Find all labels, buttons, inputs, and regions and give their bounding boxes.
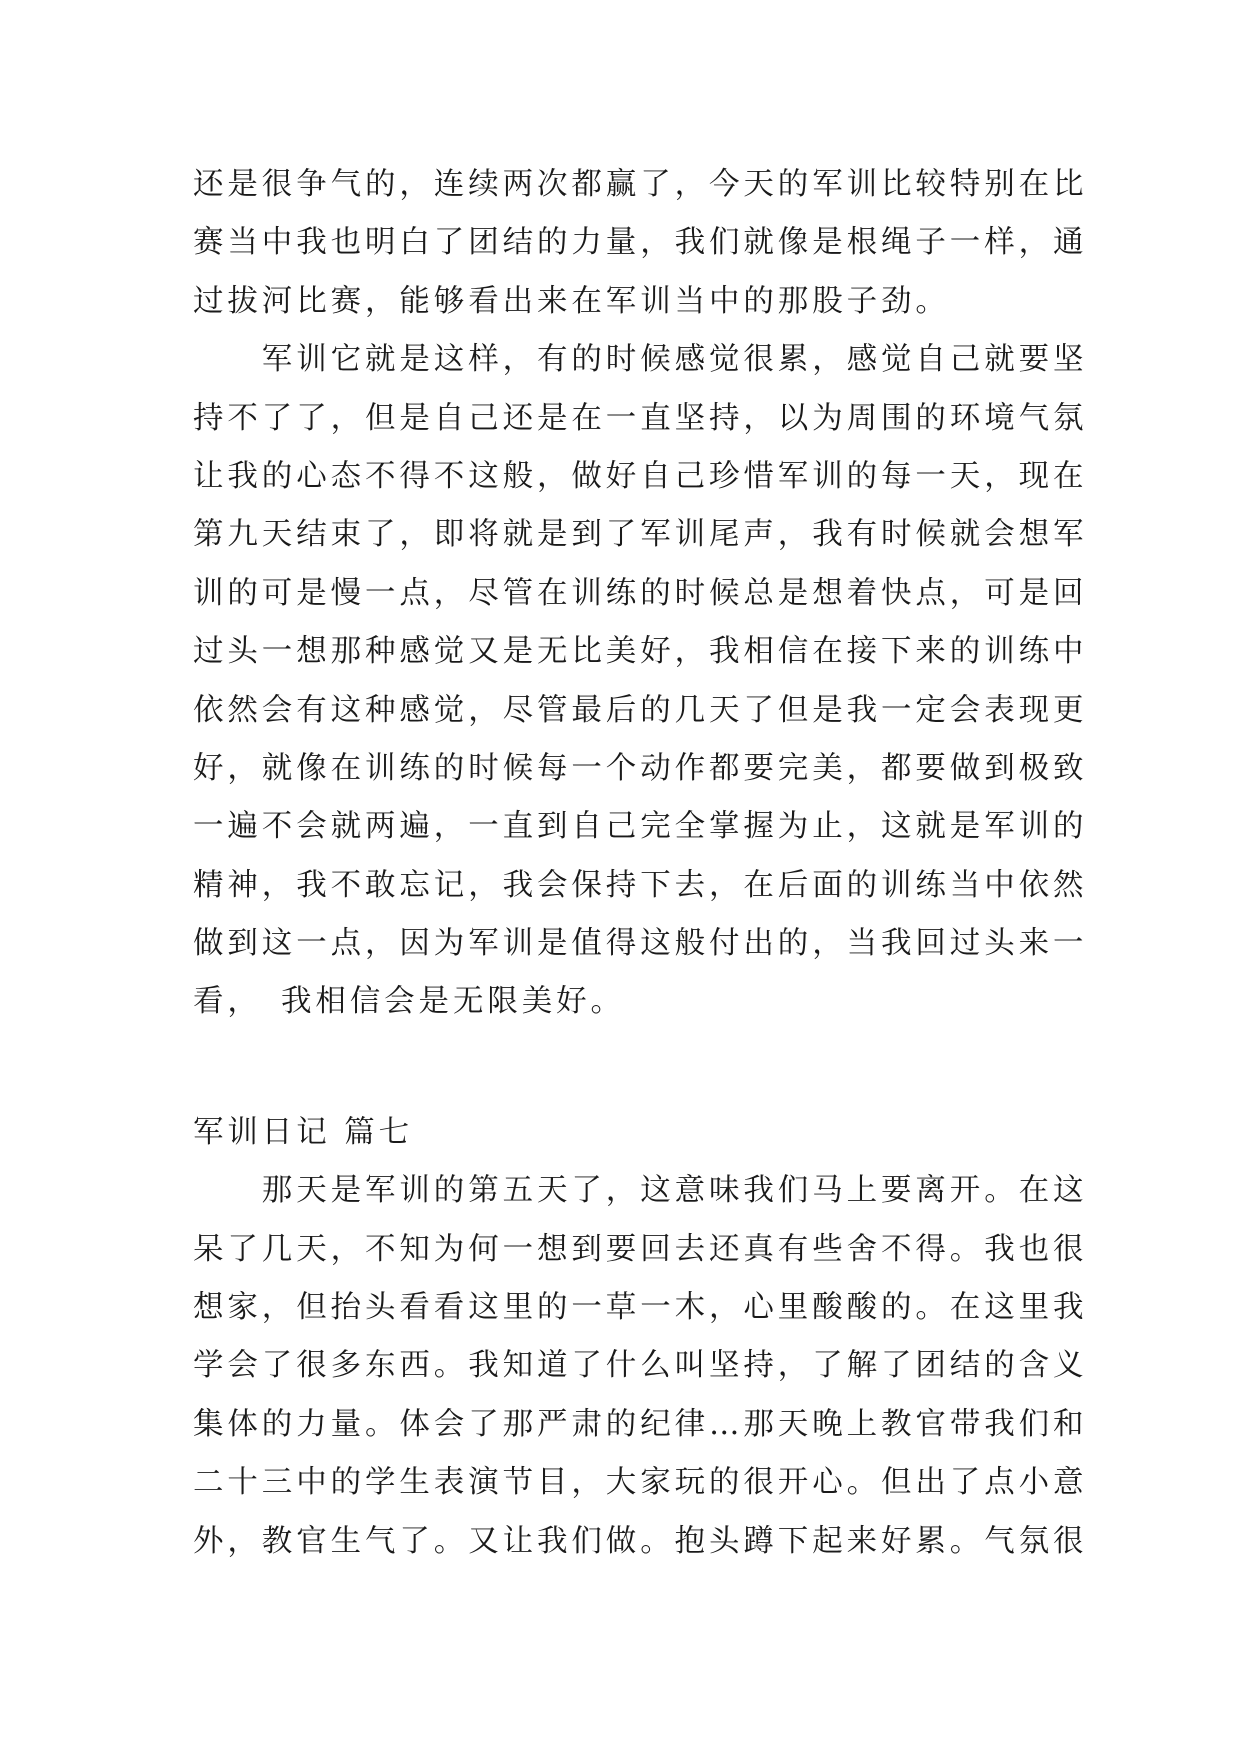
text-line: 还是很争气的，连续两次都赢了，今天的军训比较特别在比 xyxy=(193,167,1088,202)
text-line: 过头一想那种感觉又是无比美好，我相信在接下来的训练中 xyxy=(193,634,1088,670)
text-line: 赛当中我也明白了团结的力量，我们就像是根绳子一样，通 xyxy=(193,225,1088,261)
text-line: 外，教官生气了。又让我们做。抱头蹲下起来好累。气氛很 xyxy=(193,1523,1088,1559)
text-line: 过拔河比赛，能够看出来在军训当中的那股子劲。 xyxy=(193,283,950,319)
section-spacer xyxy=(193,1032,1053,1104)
text-line: 好，就像在训练的时候每一个动作都要完美，都要做到极致 xyxy=(193,750,1088,786)
text-line: 一遍不会就两遍，一直到自己完全掌握为止，这就是军训的 xyxy=(193,809,1088,845)
document-body xyxy=(193,156,1088,1571)
text-line: 精神，我不敢忘记，我会保持下去，在后面的训练当中依然 xyxy=(193,867,1088,903)
text-line: 让我的心态不得不这般，做好自己珍惜军训的每一天，现在 xyxy=(193,458,1088,494)
text-line: 看， 我相信会是无限美好。 xyxy=(193,984,625,1020)
text-line: 做到这一点，因为军训是值得这般付出的，当我回过头来一 xyxy=(193,926,1088,962)
text-line: 集体的力量。体会了那严肃的纪律…那天晚上教官带我们和 xyxy=(193,1406,1088,1442)
section-title: 军训日记 篇七 xyxy=(193,1114,413,1150)
text-line: 依然会有这种感觉，尽管最后的几天了但是我一定会表现更 xyxy=(193,692,1088,728)
text-line: 二十三中的学生表演节目，大家玩的很开心。但出了点小意 xyxy=(193,1465,1088,1501)
text-line: 呆了几天，不知为何一想到要回去还真有些舍不得。我也很 xyxy=(193,1231,1088,1267)
text-line: 军训它就是这样，有的时候感觉很累，感觉自己就要坚 xyxy=(193,342,1088,378)
paragraph-1 xyxy=(193,156,1088,331)
text-line: 那天是军训的第五天了，这意味我们马上要离开。在这 xyxy=(193,1173,1088,1209)
text-line: 想家，但抬头看看这里的一草一木，心里酸酸的。在这里我 xyxy=(193,1290,1088,1326)
text-line: 学会了很多东西。我知道了什么叫坚持，了解了团结的含义 xyxy=(193,1348,1088,1384)
paragraph-3 xyxy=(193,1162,1088,1571)
paragraph-2 xyxy=(193,331,1088,1032)
text-line: 第九天结束了，即将就是到了军训尾声，我有时候就会想军 xyxy=(193,517,1088,553)
text-line: 训的可是慢一点，尽管在训练的时候总是想着快点，可是回 xyxy=(193,575,1088,611)
text-line: 持不了了，但是自己还是在一直坚持，以为周围的环境气氛 xyxy=(193,400,1088,436)
